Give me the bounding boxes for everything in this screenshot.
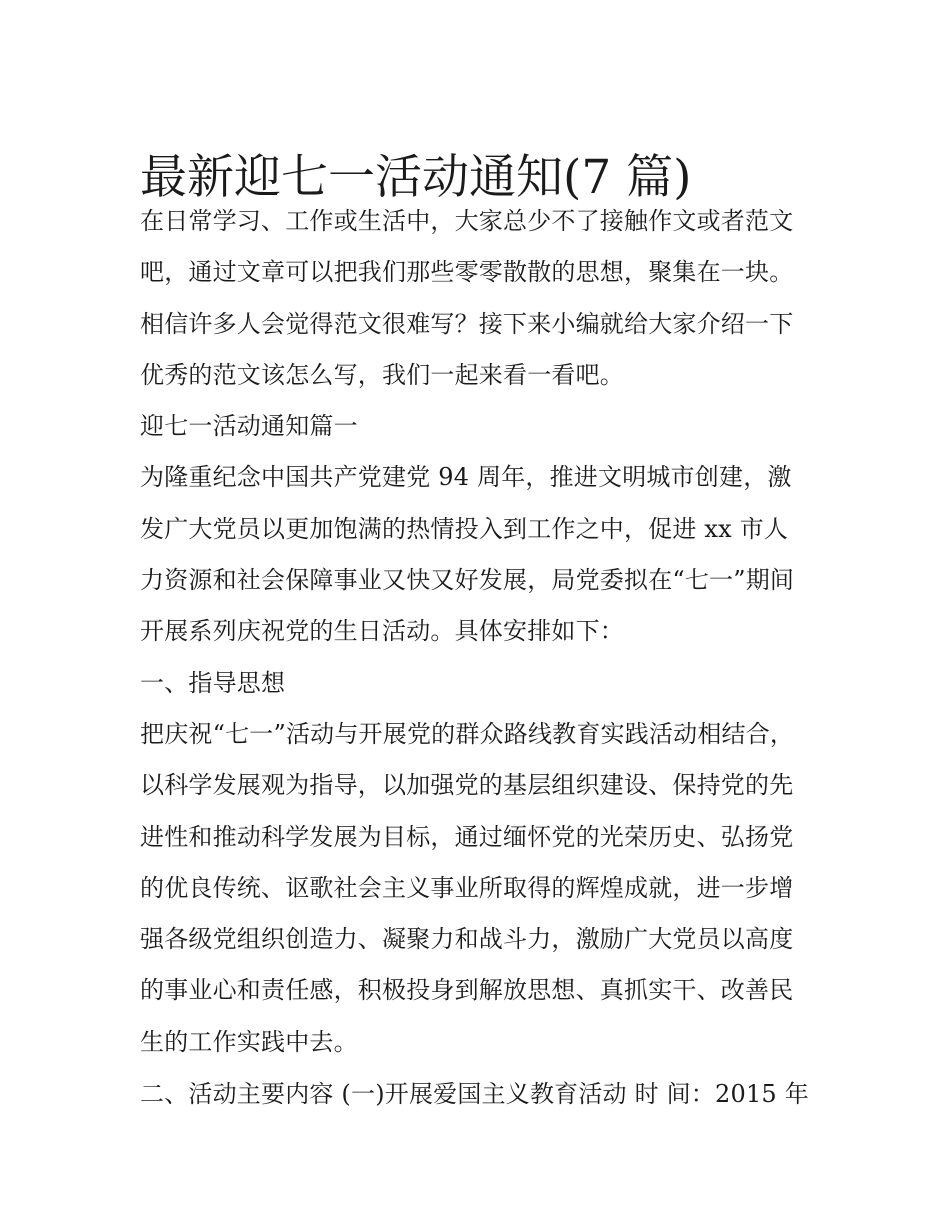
body-line: 生的工作实践中去。: [140, 1027, 358, 1056]
section-heading: 迎七一活动通知篇一: [140, 412, 358, 441]
body-line: 强各级党组织创造力、凝聚力和战斗力，激励广大党员以高度: [140, 925, 794, 954]
section-heading: 二、活动主要内容 (一)开展爱国主义教育活动 时 间：2015 年: [140, 1080, 809, 1109]
body-line: 把庆祝“七一”活动与开展党的群众路线教育实践活动相结合，: [140, 719, 795, 748]
body-line: 相信许多人会觉得范文很难写？接下来小编就给大家介绍一下: [140, 309, 794, 338]
body-line: 发广大党员以更加饱满的热情投入到工作之中，促进 xx 市人: [140, 514, 789, 543]
body-line: 进性和推动科学发展为目标，通过缅怀党的光荣历史、弘扬党: [140, 822, 794, 851]
body-line: 吧，通过文章可以把我们那些零零散散的思想，聚集在一块。: [140, 258, 794, 287]
body-line: 的优良传统、讴歌社会主义事业所取得的辉煌成就，进一步增: [140, 873, 794, 902]
document-body: [140, 196, 820, 1120]
body-line: 力资源和社会保障事业又快又好发展，局党委拟在“七一”期间: [140, 566, 795, 595]
document-title: 最新迎七一活动通知(7 篇): [140, 150, 692, 206]
body-line: 开展系列庆祝党的生日活动。具体安排如下：: [140, 617, 624, 646]
body-line: 为隆重纪念中国共产党建党 94 周年，推进文明城市创建，激: [140, 463, 792, 492]
body-line: 的事业心和责任感，积极投身到解放思想、真抓实干、改善民: [140, 976, 794, 1005]
body-line: 优秀的范文该怎么写，我们一起来看一看吧。: [140, 360, 624, 389]
section-heading: 一、指导思想: [140, 668, 286, 697]
body-line: 以科学发展观为指导，以加强党的基层组织建设、保持党的先: [140, 771, 794, 800]
body-line: 在日常学习、工作或生活中，大家总少不了接触作文或者范文: [140, 207, 794, 235]
